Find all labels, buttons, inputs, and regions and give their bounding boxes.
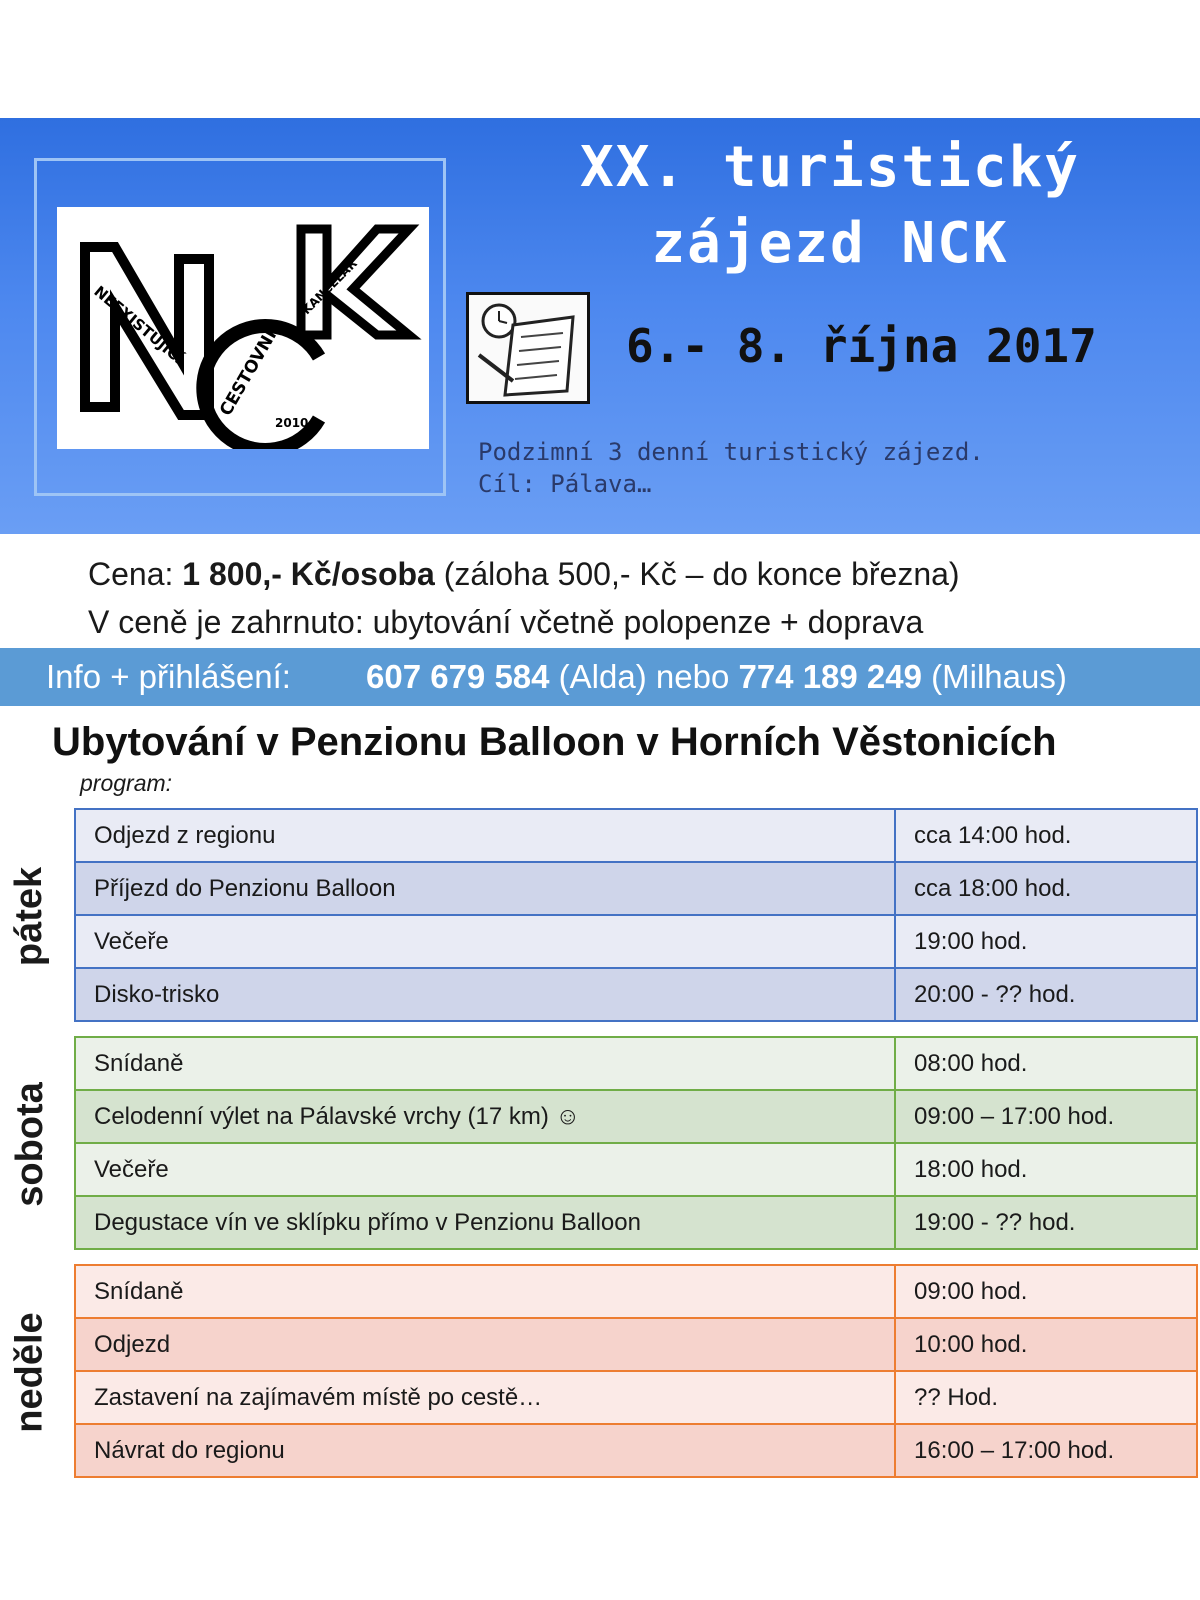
- activity-cell: Snídaně: [75, 1265, 895, 1318]
- table-row: [75, 1090, 1197, 1143]
- calendar-notebook-icon: [466, 292, 590, 404]
- table-row: [75, 862, 1197, 915]
- price-section: [88, 550, 960, 646]
- time-cell: 16:00 – 17:00 hod.: [895, 1424, 1197, 1477]
- table-row: [75, 1196, 1197, 1249]
- time-cell: 19:00 hod.: [895, 915, 1197, 968]
- price-deposit: (záloha 500,- Kč – do konce března): [434, 556, 960, 592]
- activity-cell: Příjezd do Penzionu Balloon: [75, 862, 895, 915]
- day-label-saturday: sobota: [8, 1081, 51, 1207]
- day-label-sunday: neděle: [8, 1311, 51, 1433]
- logo-frame: [34, 158, 446, 496]
- contact-name-2: (Milhaus): [921, 658, 1067, 695]
- table-row: [75, 1371, 1197, 1424]
- page-title: [470, 130, 1190, 282]
- activity-cell: Večeře: [75, 1143, 895, 1196]
- event-dates: 6.- 8. října 2017: [626, 319, 1097, 373]
- table-row: [75, 809, 1197, 862]
- table-row: [75, 1143, 1197, 1196]
- activity-cell: Degustace vín ve sklípku přímo v Penzionu Balloon: [75, 1196, 895, 1249]
- price-label: Cena:: [88, 556, 183, 592]
- event-subtitle: [478, 436, 984, 500]
- table-row: [75, 968, 1197, 1021]
- activity-cell: Odjezd: [75, 1318, 895, 1371]
- accommodation-heading: Ubytování v Penzionu Balloon v Horních Věstonicích: [52, 720, 1057, 764]
- table-row: [75, 1037, 1197, 1090]
- time-cell: 09:00 hod.: [895, 1265, 1197, 1318]
- time-cell: 19:00 - ?? hod.: [895, 1196, 1197, 1249]
- logo-text-neexistujici: NEEXISTUJÍCÍ: [90, 282, 188, 368]
- info-bar: [0, 648, 1200, 706]
- info-contacts: [366, 648, 1067, 706]
- activity-cell: Celodenní výlet na Pálavské vrchy (17 km) ☺: [75, 1090, 895, 1143]
- activity-cell: Večeře: [75, 915, 895, 968]
- logo-text-year: 2010: [275, 416, 309, 430]
- activity-cell: Disko-trisko: [75, 968, 895, 1021]
- time-cell: 18:00 hod.: [895, 1143, 1197, 1196]
- title-line-1: XX. turistický: [579, 135, 1080, 200]
- time-cell: 10:00 hod.: [895, 1318, 1197, 1371]
- program-label: program:: [80, 770, 173, 796]
- logo-text-cestovni: CESTOVNÍ: [216, 326, 282, 420]
- price-included: V ceně je zahrnuto: ubytování včetně polopenze + doprava: [88, 604, 924, 640]
- title-line-2: zájezd NCK: [651, 211, 1009, 276]
- activity-cell: Odjezd z regionu: [75, 809, 895, 862]
- subtitle-line-1: Podzimní 3 denní turistický zájezd.: [478, 438, 984, 466]
- time-cell: 20:00 - ?? hod.: [895, 968, 1197, 1021]
- info-label: Info + přihlášení:: [46, 658, 291, 695]
- nck-logo-icon: [57, 207, 429, 449]
- schedule-sunday: [74, 1264, 1198, 1478]
- phone-1: 607 679 584: [366, 658, 550, 695]
- time-cell: 09:00 – 17:00 hod.: [895, 1090, 1197, 1143]
- logo-text-kancelar: KANCELÁŘ: [299, 256, 360, 318]
- table-row: [75, 1265, 1197, 1318]
- table-row: [75, 915, 1197, 968]
- activity-cell: Návrat do regionu: [75, 1424, 895, 1477]
- header-banner: [0, 118, 1200, 534]
- schedule-friday: [74, 808, 1198, 1022]
- activity-cell: Snídaně: [75, 1037, 895, 1090]
- day-label-friday: pátek: [8, 866, 51, 966]
- time-cell: 08:00 hod.: [895, 1037, 1197, 1090]
- subtitle-line-2: Cíl: Pálava…: [478, 470, 652, 498]
- phone-2: 774 189 249: [738, 658, 922, 695]
- table-row: [75, 1318, 1197, 1371]
- time-cell: cca 14:00 hod.: [895, 809, 1197, 862]
- table-row: [75, 1424, 1197, 1477]
- time-cell: ?? Hod.: [895, 1371, 1197, 1424]
- contact-name-1: (Alda) nebo: [549, 658, 739, 695]
- price-line: [88, 550, 960, 598]
- price-amount: 1 800,- Kč/osoba: [182, 556, 435, 592]
- schedule-saturday: [74, 1036, 1198, 1250]
- activity-cell: Zastavení na zajímavém místě po cestě…: [75, 1371, 895, 1424]
- nck-logo: [57, 207, 429, 449]
- time-cell: cca 18:00 hod.: [895, 862, 1197, 915]
